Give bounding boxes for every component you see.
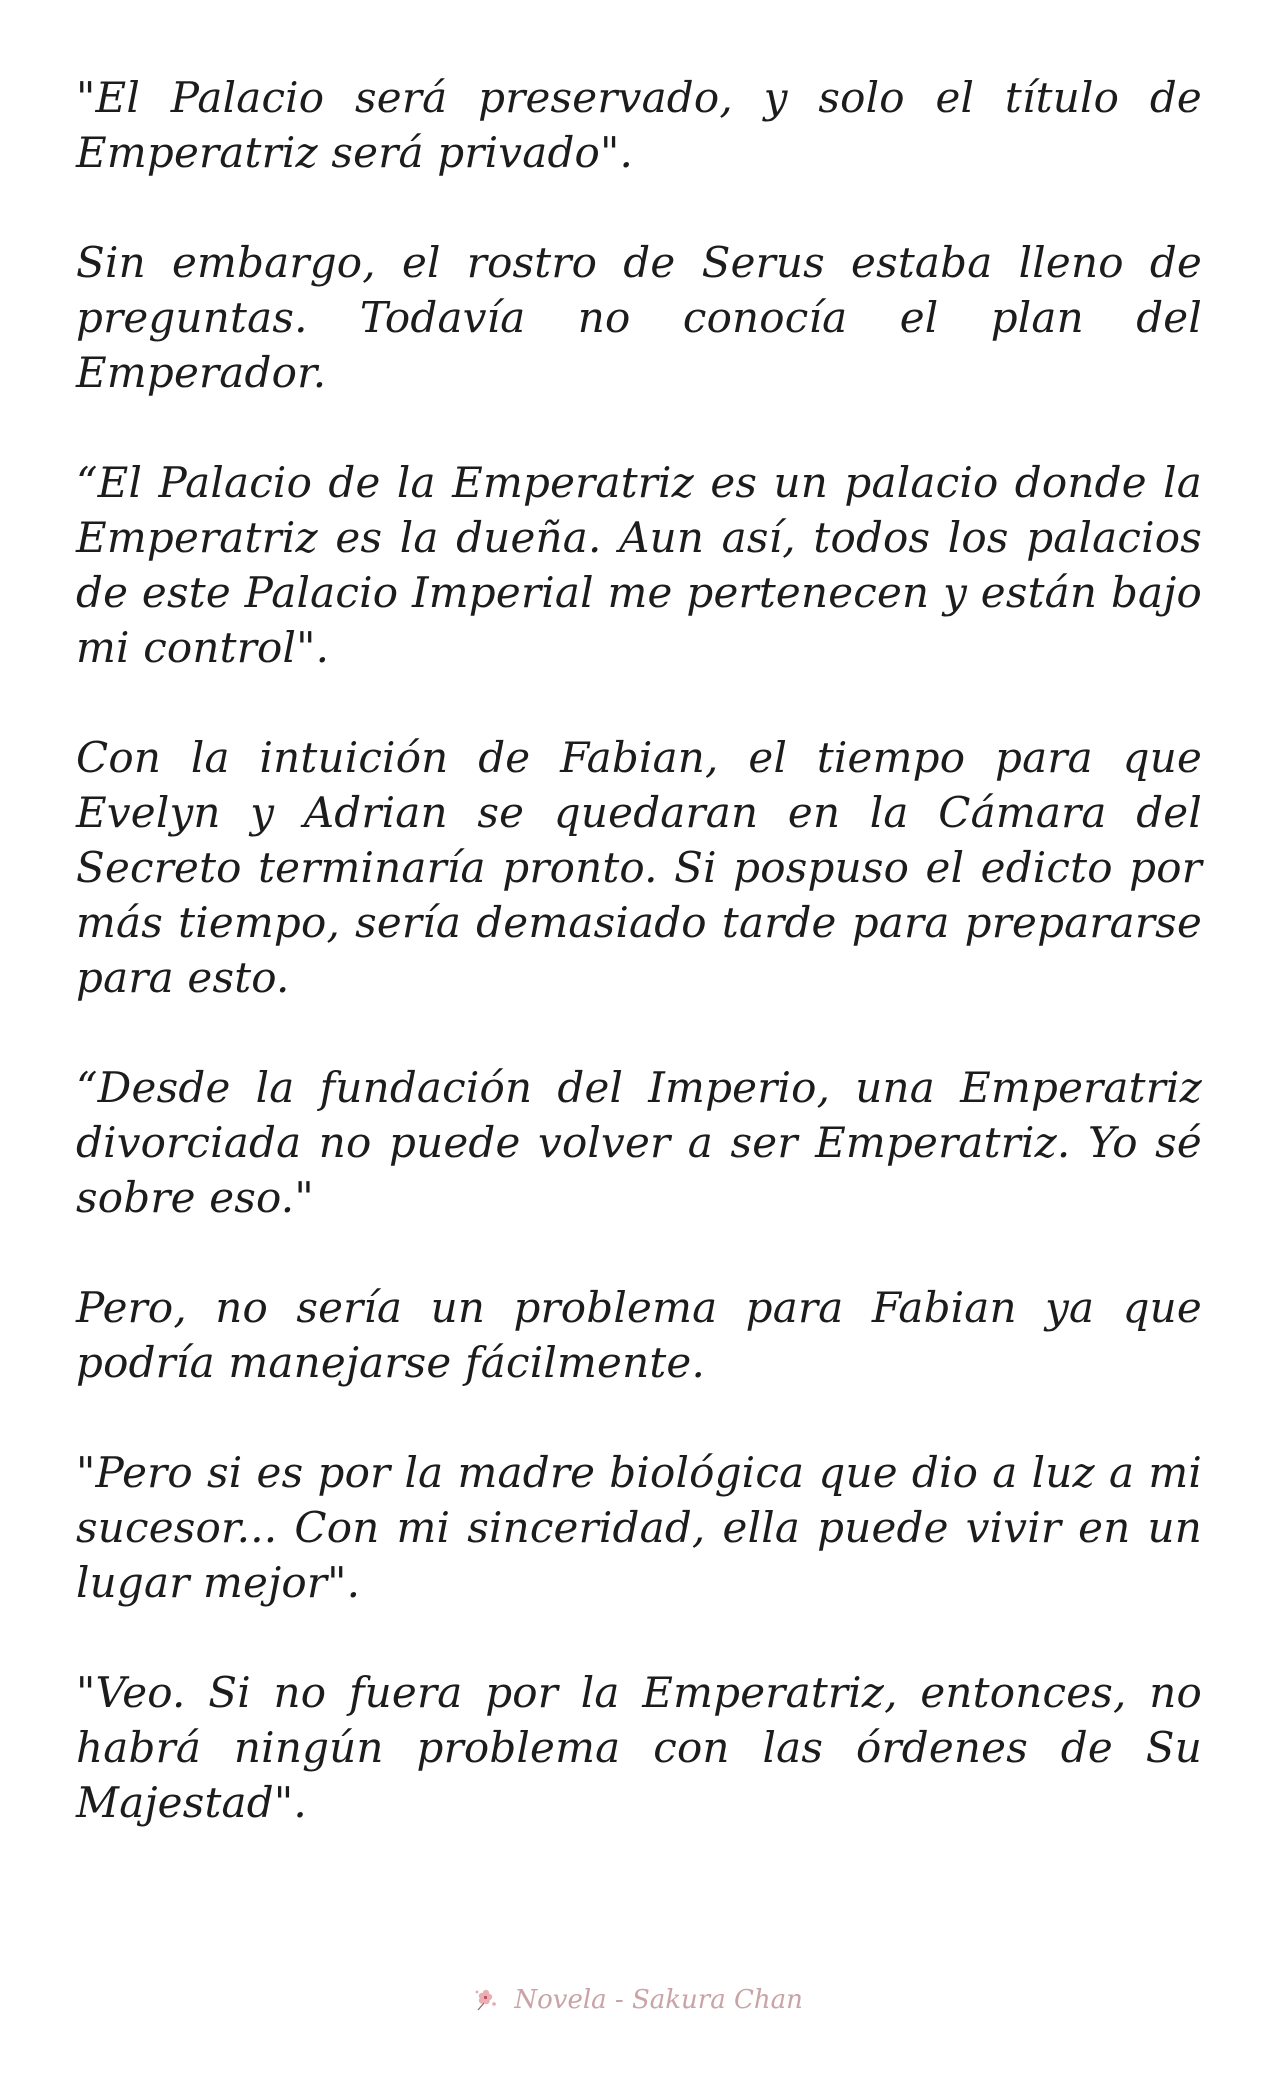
paragraph-4: Con la intuición de Fabian, el tiempo para que Evelyn y Adrian se quedaran en la Cámara del Secreto terminaría pronto. Si pospuso el edicto por más tiempo, sería demasiado tarde para prepararse para esto. bbox=[76, 733, 1202, 1002]
watermark bbox=[0, 1985, 1275, 2015]
paragraph-5: “Desde la fundación del Imperio, una Emperatriz divorciada no puede volver a ser Emperatriz. Yo sé sobre eso." bbox=[76, 1063, 1202, 1222]
paragraph-6: Pero, no sería un problema para Fabian ya que podría manejarse fácilmente. bbox=[76, 1283, 1202, 1387]
paragraph-7: "Pero si es por la madre biológica que dio a luz a mi sucesor... Con mi sinceridad, ella puede vivir en un lugar mejor". bbox=[76, 1448, 1202, 1607]
sakura-flower-icon bbox=[472, 1988, 502, 2014]
document-body bbox=[76, 70, 1202, 1885]
paragraph-2: Sin embargo, el rostro de Serus estaba lleno de preguntas. Todavía no conocía el plan del Emperador. bbox=[76, 238, 1202, 397]
paragraph-8: "Veo. Si no fuera por la Emperatriz, entonces, no habrá ningún problema con las órdenes de Su Majestad". bbox=[76, 1668, 1202, 1827]
paragraph-3: “El Palacio de la Emperatriz es un palacio donde la Emperatriz es la dueña. Aun así, todos los palacios de este Palacio Imperial me pertenecen y están bajo mi control". bbox=[76, 458, 1202, 672]
paragraph-1: "El Palacio será preservado, y solo el título de Emperatriz será privado". bbox=[76, 73, 1202, 177]
watermark-text: Novela - Sakura Chan bbox=[514, 1985, 803, 2015]
